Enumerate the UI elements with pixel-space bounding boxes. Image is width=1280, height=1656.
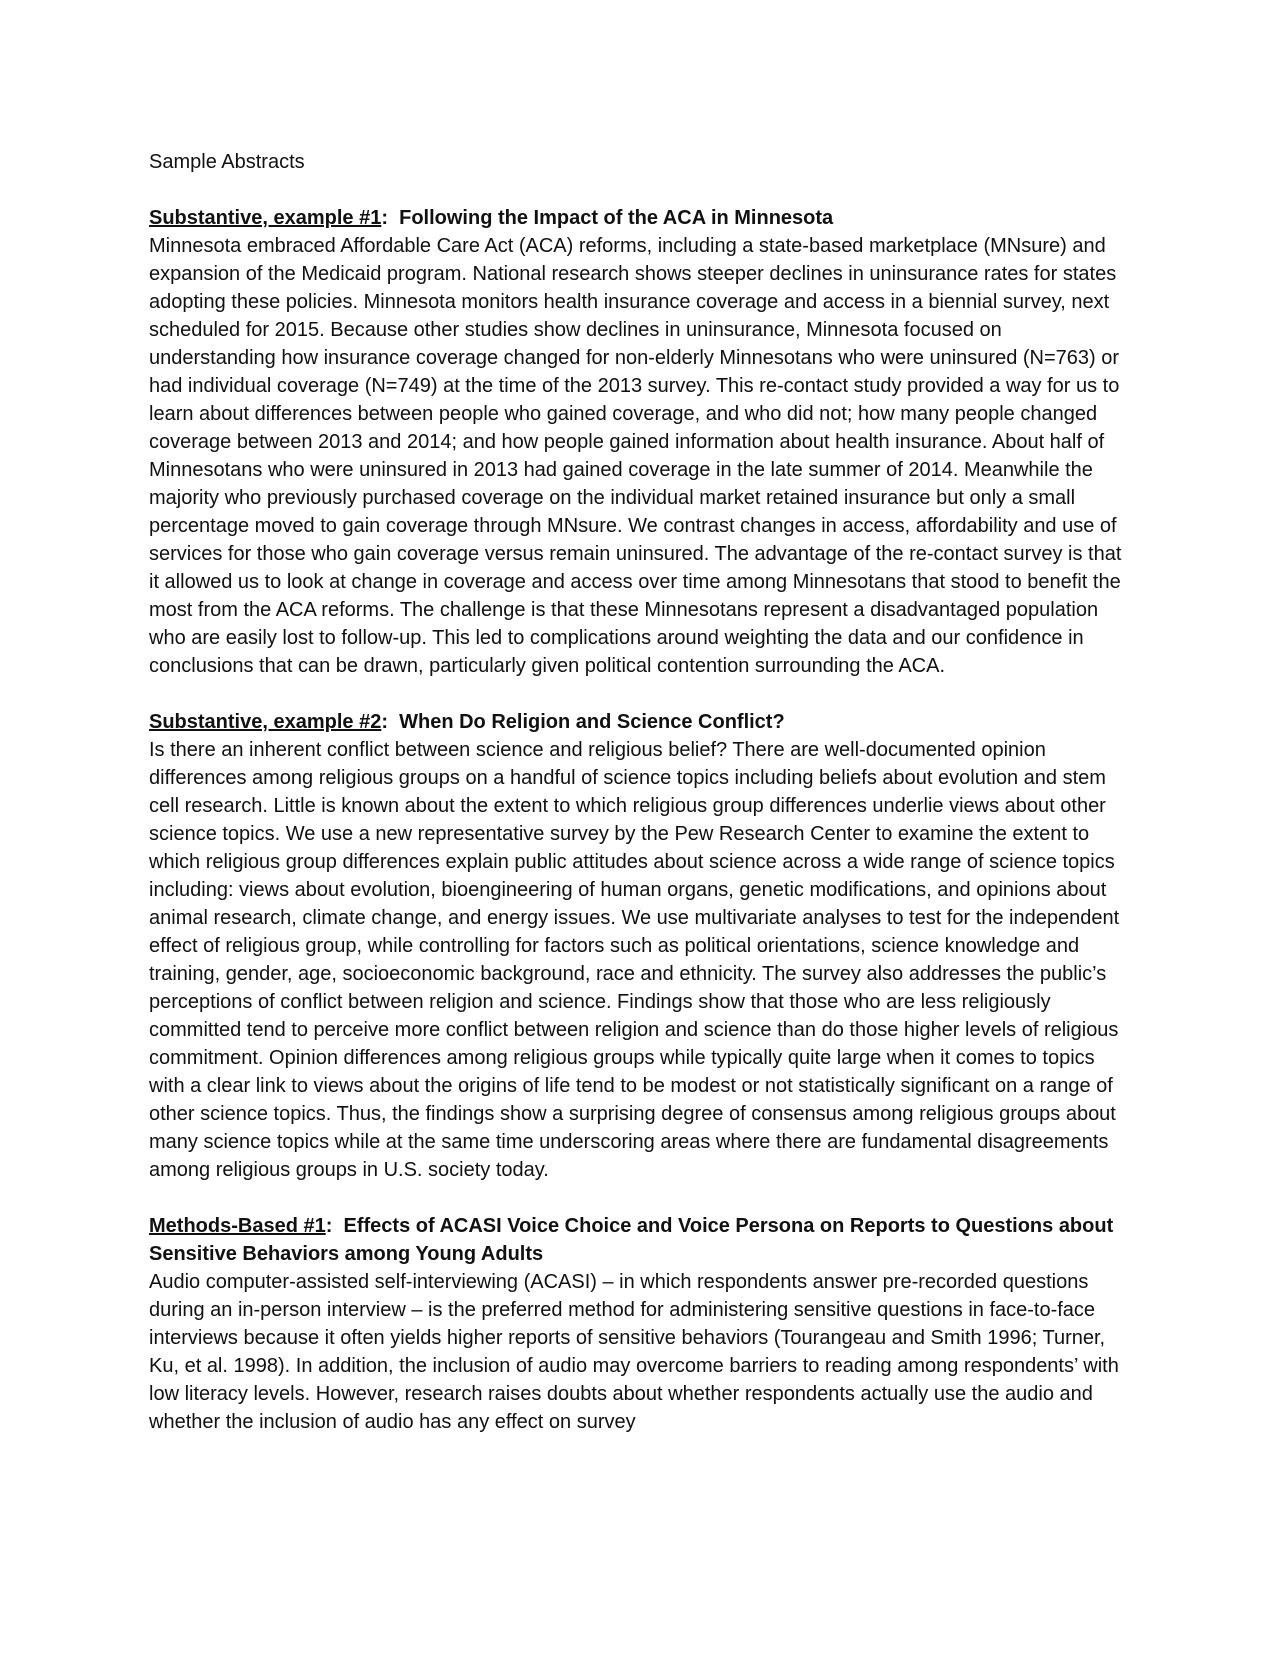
abstract-title: Effects of ACASI Voice Choice and Voice Persona on Reports to Questions about Sensitive Behaviors among Young Adults: [149, 1215, 1114, 1265]
abstract-section-3: [149, 1212, 1134, 1436]
abstract-heading: [149, 708, 1134, 736]
document-page: [149, 148, 1134, 1464]
abstract-body: Minnesota embraced Affordable Care Act (ACA) reforms, including a state-based marketplace (MNsure) and expansion of the Medicaid program. National research shows steeper declines in uninsurance rates for states adopting these policies. Minnesota monitors health insurance coverage and access in a biennial survey, next scheduled for 2015. Because other studies show declines in uninsurance, Minnesota focused on understanding how insurance coverage changed for non-elderly Minnesotans who were uninsured (N=763) or had individual coverage (N=749) at the time of the 2013 survey. This re-contact study provided a way for us to learn about differences between people who gained coverage, and who did not; how many people changed coverage between 2013 and 2014; and how people gained information about health insurance. About half of Minnesotans who were uninsured in 2013 had gained coverage in the late summer of 2014. Meanwhile the majority who previously purchased coverage on the individual market retained insurance but only a small percentage moved to gain coverage through MNsure. We contrast changes in access, affordability and use of services for those who gain coverage versus remain uninsured. The advantage of the re-contact survey is that it allowed us to look at change in coverage and access over time among Minnesotans that stood to benefit the most from the ACA reforms. The challenge is that these Minnesotans represent a disadvantaged population who are easily lost to follow-up. This led to complications around weighting the data and our confidence in conclusions that can be drawn, particularly given political contention surrounding the ACA.: [149, 235, 1122, 677]
abstract-label: Substantive, example #2: [149, 711, 382, 733]
document-title: Sample Abstracts: [149, 151, 305, 173]
abstract-body: Audio computer-assisted self-interviewing (ACASI) – in which respondents answer pre-recorded questions during an in-person interview – is the preferred method for administering sensitive questions in face-to-face interviews because it often yields higher reports of sensitive behaviors (Tourangeau and Smith 1996; Turner, Ku, et al. 1998). In addition, the inclusion of audio may overcome barriers to reading among respondents’ with low literacy levels. However, research raises doubts about whether respondents actually use the audio and whether the inclusion of audio has any effect on survey: [149, 1271, 1119, 1433]
abstract-title: When Do Religion and Science Conflict?: [399, 711, 785, 733]
abstract-label: Methods-Based #1: [149, 1215, 326, 1237]
abstract-heading: [149, 1212, 1134, 1268]
heading-colon: :: [381, 711, 400, 733]
abstract-heading: [149, 204, 1134, 232]
abstract-title: Following the Impact of the ACA in Minnesota: [399, 207, 834, 229]
abstract-body: Is there an inherent conflict between science and religious belief? There are well-documented opinion differences among religious groups on a handful of science topics including beliefs about evolution and stem cell research. Little is known about the extent to which religious group differences underlie views about other science topics. We use a new representative survey by the Pew Research Center to examine the extent to which religious group differences explain public attitudes about science across a wide range of science topics including: views about evolution, bioengineering of human organs, genetic modifications, and opinions about animal research, climate change, and energy issues. We use multivariate analyses to test for the independent effect of religious group, while controlling for factors such as political orientations, science knowledge and training, gender, age, socioeconomic background, race and ethnicity. The survey also addresses the public’s perceptions of conflict between religion and science. Findings show that those who are less religiously committed tend to perceive more conflict between religion and science than do those higher levels of religious commitment. Opinion differences among religious groups while typically quite large when it comes to topics with a clear link to views about the origins of life tend to be modest or not statistically significant on a range of other science topics. Thus, the findings show a surprising degree of consensus among religious groups about many science topics while at the same time underscoring areas where there are fundamental disagreements among religious groups in U.S. society today.: [149, 739, 1120, 1181]
heading-colon: :: [325, 1215, 344, 1237]
abstract-section-2: [149, 708, 1134, 1184]
abstract-section-1: [149, 204, 1134, 680]
heading-colon: :: [381, 207, 400, 229]
abstract-label: Substantive, example #1: [149, 207, 382, 229]
